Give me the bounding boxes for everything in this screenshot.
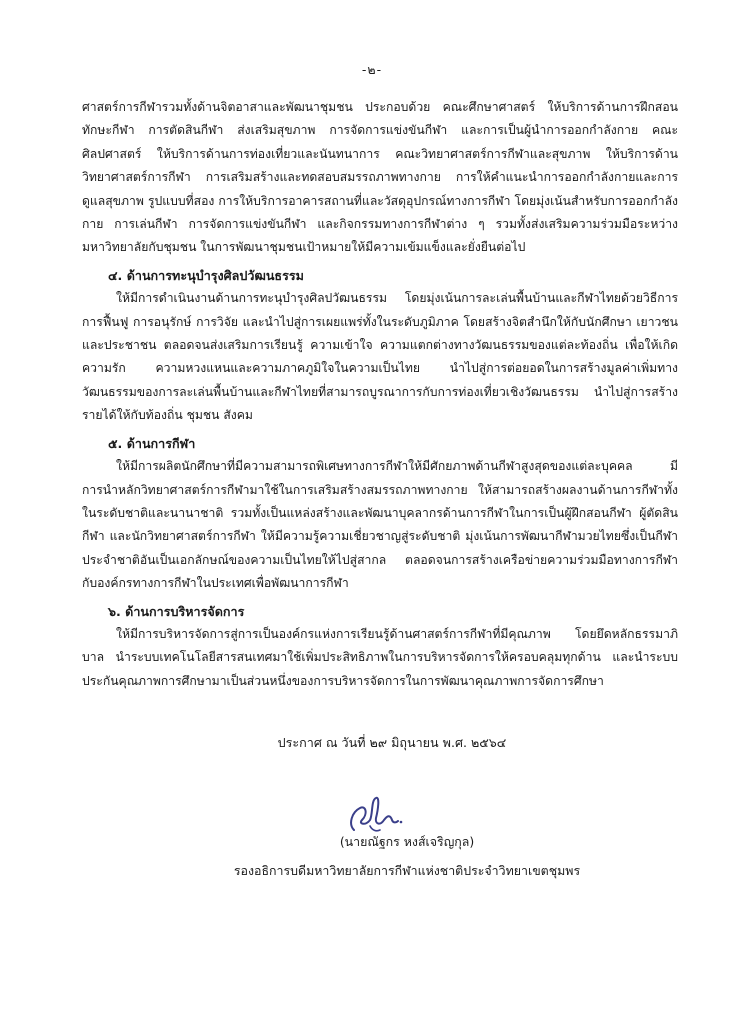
section-text-management: ให้มีการบริหารจัดการสู่การเป็นองค์กรแห่งการเรียนรู้ด้านศาสตร์การกีฬาที่มีคุณภาพ โดยยึดหลักธรรมาภิบาล นำระบบเทคโนโลยีสารสนเทศมาใช้เพิ่มประสิทธิภาพในการบริหารจัดการให้ครอบคลุมทุกด้าน และนำระบบประกันคุณภาพการศึกษามาเป็นส่วนหนึ่งของการบริหารจัดการในการพัฒนาคุณภาพการจัดการศึกษา [82, 626, 678, 688]
section-text-culture: ให้มีการดำเนินงานด้านการทะนุบำรุงศิลปวัฒนธรรม โดยมุ่งเน้นการละเล่นพื้นบ้านและกีฬาไทยด้วยวิธีการการฟื้นฟู การอนุรักษ์ การวิจัย และนำไปสู่การเผยแพร่ทั้งในระดับภูมิภาค โดยสร้างจิตสำนึกให้กับนักศึกษา เยาวชน และประชาชน ตลอดจนส่งเสริมการเรียนรู้ ความเข้าใจ ความแตกต่างทางวัฒนธรรมของแต่ละท้องถิ่น เพื่อให้เกิดความรัก ความหวงแหนและความภาคภูมิใจในความเป็นไทย นำไปสู่การต่อยอดในการสร้างมูลค่าเพิ่มทางวัฒนธรรมของการละเล่นพื้นบ้านและกีฬาไทยที่สามารถบูรณาการกับการท่องเที่ยวเชิงวัฒนธรรม นำไปสู่การสร้างรายได้ให้กับท้องถิ่น ชุมชน สังคม [82, 291, 678, 423]
section-heading-management: ๖. ด้านการบริหารจัดการ [108, 603, 245, 619]
section-heading-culture: ๔. ด้านการทะนุบำรุงศิลปวัฒนธรรม [108, 267, 304, 283]
page-number: -๒- [361, 62, 383, 77]
document-body [82, 96, 678, 693]
announcement-date: ประกาศ ณ วันที่ ๒๙ มิถุนายน พ.ศ. ๒๕๖๔ [277, 735, 507, 750]
signer-title: รองอธิการบดีมหาวิทยาลัยการกีฬาแห่งชาติประจำวิทยาเขตชุมพร [233, 863, 581, 878]
section-text-sports: ให้มีการผลิตนักศึกษาที่มีความสามารถพิเศษทางการกีฬาให้มีศักยภาพด้านกีฬาสูงสุดของแต่ละบุคคล มีการนำหลักวิทยาศาสตร์การกีฬามาใช้ในการเสริมสร้างสมรรถภาพทางกาย ให้สามารถสร้างผลงานด้านการกีฬาทั้งในระดับชาติและนานาชาติ รวมทั้งเป็นแหล่งสร้างและพัฒนาบุคลากรด้านการกีฬาในการเป็นผู้ฝึกสอนกีฬา ผู้ตัดสินกีฬา และนักวิทยาศาสตร์การกีฬา ให้มีความรู้ความเชี่ยวชาญสู่ระดับชาติ มุ่งเน้นการพัฒนากีฬามวยไทยซึ่งเป็นกีฬาประจำชาติอันเป็นเอกลักษณ์ของความเป็นไทยให้ไปสู่สากล ตลอดจนการสร้างเครือข่ายความร่วมมือทางการกีฬากับองค์กรทางการกีฬาในประเทศเพื่อพัฒนาการกีฬา [82, 459, 678, 591]
section-heading-sports: ๕. ด้านการกีฬา [108, 435, 196, 451]
signer-name: (นายณัฐกร หงส์เจริญกุล) [339, 834, 475, 849]
intro-paragraph: ศาสตร์การกีฬารวมทั้งด้านจิตอาสาและพัฒนาชุมชน ประกอบด้วย คณะศึกษาศาสตร์ ให้บริการด้านการฝึกสอนทักษะกีฬา การตัดสินกีฬา ส่งเสริมสุขภาพ การจัดการแข่งขันกีฬา และการเป็นผู้นำการออกกำลังกาย คณะศิลปศาสตร์ ให้บริการด้านการท่องเที่ยวและนันทนาการ คณะวิทยาศาสตร์การกีฬาและสุขภาพ ให้บริการด้านวิทยาศาสตร์การกีฬา การเสริมสร้างและทดสอบสมรรถภาพทางกาย การให้คำแนะนำการออกกำลังกายและการดูแลสุขภาพ รูปแบบที่สอง การให้บริการอาคารสถานที่และวัสดุอุปกรณ์ทางการกีฬา โดยมุ่งเน้นสำหรับการออกกำลังกาย การเล่นกีฬา การจัดการแข่งขันกีฬา และกิจกรรมทางการกีฬาต่าง ๆ รวมทั้งส่งเสริมความร่วมมือระหว่างมหาวิทยาลัยกับชุมชน ในการพัฒนาชุมชนเป้าหมายให้มีความเข้มแข็งและยั่งยืนต่อไป [82, 100, 678, 255]
